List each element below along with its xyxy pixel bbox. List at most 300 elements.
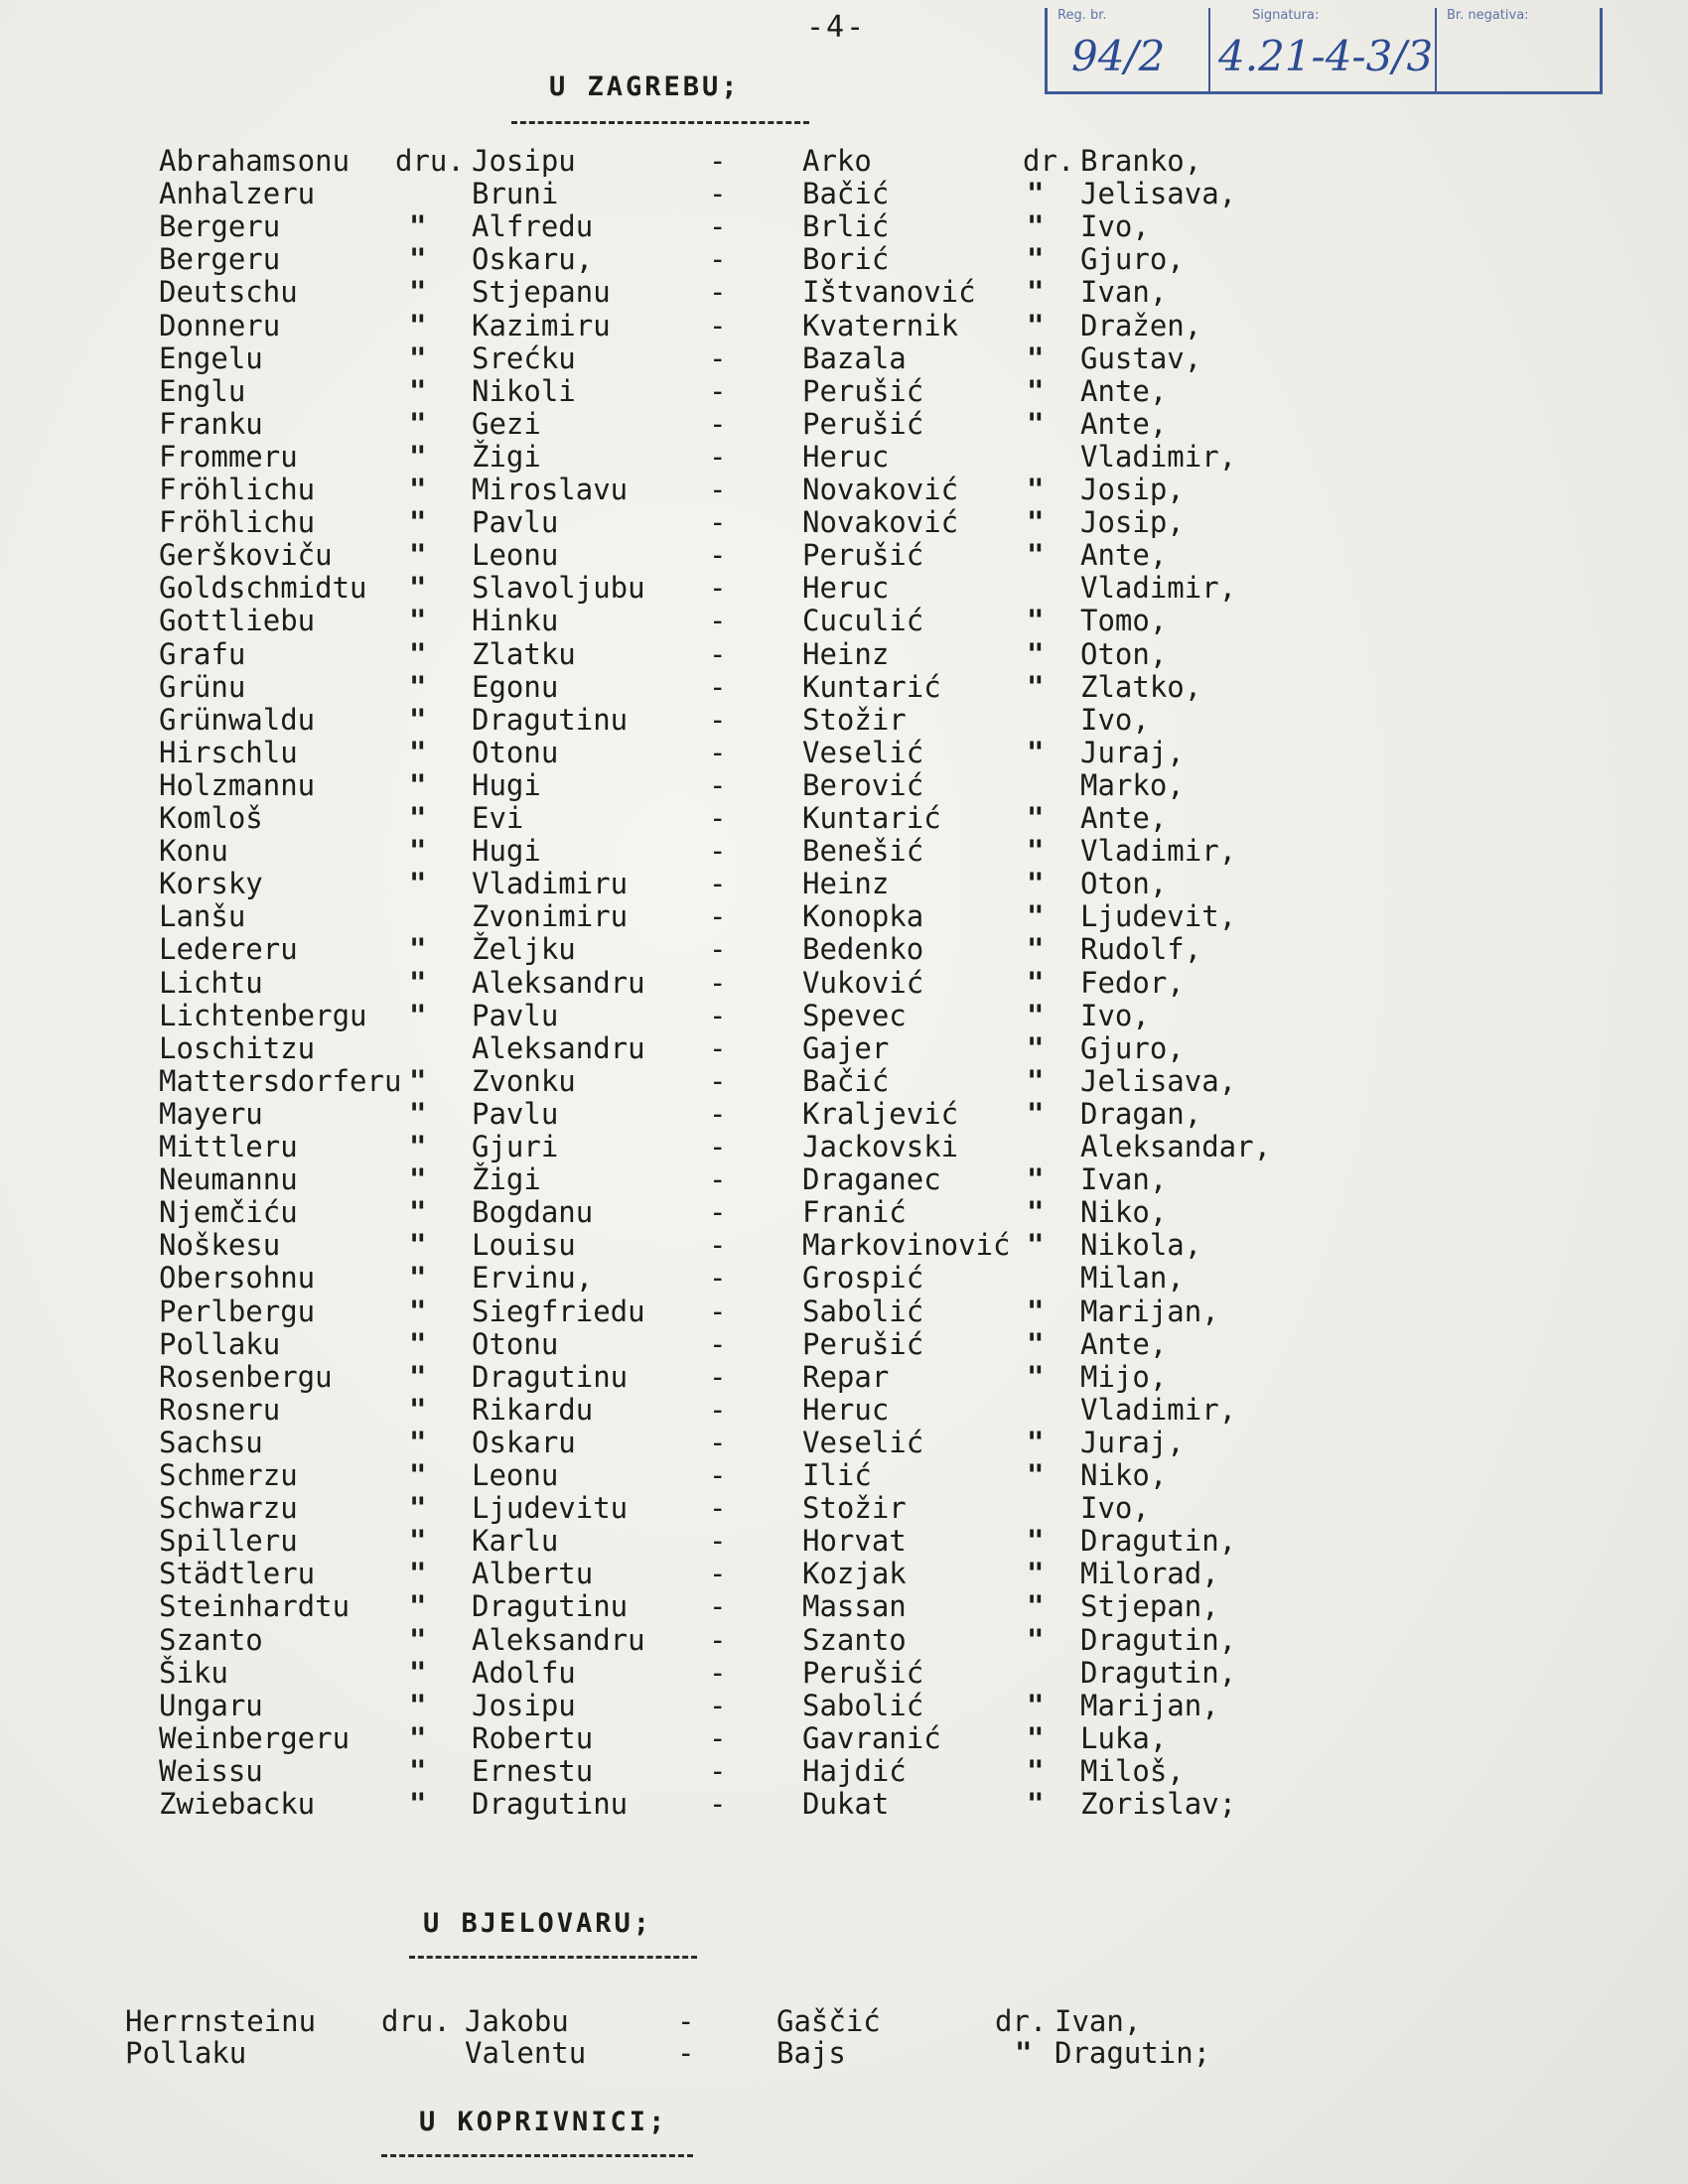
title: dru. <box>381 2004 451 2038</box>
given-name-2: Jelisava, <box>1080 1063 1237 1098</box>
title-2: " <box>1027 1294 1045 1328</box>
section-heading-bjelovar: U BJELOVARU; <box>423 1908 653 1939</box>
surname: Weinbergeru <box>159 1720 351 1755</box>
title: " <box>409 538 427 573</box>
given-name-2: Milan, <box>1080 1261 1185 1296</box>
given-name: Siegfriedu <box>472 1294 645 1328</box>
dash: - <box>709 636 727 671</box>
surname: Goldschmidtu <box>159 571 367 606</box>
dash: - <box>709 932 727 967</box>
given-name: Aleksandru <box>472 1030 645 1065</box>
given-name-2: Aleksandar, <box>1080 1130 1272 1163</box>
dash: - <box>709 1622 727 1657</box>
surname: Lanšu <box>159 899 246 934</box>
surname: Pollaku <box>159 1326 281 1361</box>
given-name-2: Ivo, <box>1080 209 1150 244</box>
given-name-2: Gjuro, <box>1080 1030 1185 1065</box>
given-name-2: Ivan, <box>1055 2004 1142 2038</box>
list-item <box>0 505 1688 539</box>
given-name: Dragutinu <box>472 1589 629 1624</box>
surname: Engelu <box>159 341 263 375</box>
surname: Frommeru <box>159 439 298 474</box>
list-item <box>0 275 1688 309</box>
given-name-2: Dragutin, <box>1080 1622 1237 1657</box>
surname: Weissu <box>159 1753 263 1788</box>
list-item <box>0 1656 1688 1690</box>
surname-2: Heinz <box>802 867 890 901</box>
surname-2: Sabolić <box>802 1688 924 1722</box>
dash: - <box>709 1491 727 1526</box>
title-2: " <box>1027 735 1045 769</box>
list-item <box>0 1754 1688 1788</box>
section-heading-koprivnica: U KOPRIVNICI; <box>419 2107 668 2137</box>
title-2: " <box>1027 1030 1045 1065</box>
title-2: dr. <box>995 2004 1048 2038</box>
title-2: " <box>1027 834 1045 869</box>
list-item <box>0 834 1688 868</box>
dash: - <box>709 1130 727 1163</box>
given-name: Dragutinu <box>472 702 629 737</box>
dash: - <box>709 867 727 901</box>
title: " <box>409 1787 427 1821</box>
given-name-2: Juraj, <box>1080 1425 1185 1459</box>
surname: Zwiebacku <box>159 1787 316 1821</box>
given-name-2: Mijo, <box>1080 1359 1168 1394</box>
archive-stamp <box>1045 8 1603 94</box>
surname-2: Bedenko <box>802 932 924 967</box>
surname-2: Kvaternik <box>802 308 959 342</box>
given-name: Gezi <box>472 406 541 441</box>
given-name: Bogdanu <box>472 1195 594 1230</box>
surname: Ledereru <box>159 932 298 967</box>
title: " <box>409 571 427 606</box>
given-name-2: Ante, <box>1080 406 1168 441</box>
dash: - <box>709 1162 727 1197</box>
given-name-2: Juraj, <box>1080 735 1185 769</box>
surname-2: Heruc <box>802 439 890 474</box>
surname-2: Horvat <box>802 1524 907 1559</box>
dash: - <box>677 2036 695 2070</box>
title-2: " <box>1027 1753 1045 1788</box>
given-name: Ervinu, <box>472 1261 594 1296</box>
given-name-2: Milorad, <box>1080 1557 1219 1591</box>
surname-2: Kuntarić <box>802 669 941 704</box>
given-name: Zvonimiru <box>472 899 629 934</box>
title: " <box>409 505 427 540</box>
title-2: " <box>1027 636 1045 671</box>
title: " <box>409 1294 427 1328</box>
title: " <box>409 1622 427 1657</box>
list-item <box>0 1228 1688 1262</box>
surname-2: Cuculić <box>802 604 924 638</box>
stamp-divider <box>1435 8 1437 91</box>
surname-2: Brlić <box>802 209 890 244</box>
list-item <box>0 1623 1688 1657</box>
given-name-2: Dragutin, <box>1080 1655 1237 1690</box>
title-2: " <box>1027 1063 1045 1098</box>
given-name-2: Oton, <box>1080 867 1168 901</box>
dash: - <box>709 801 727 835</box>
surname: Holzmannu <box>159 767 316 802</box>
title: " <box>409 801 427 835</box>
given-name-2: Nikola, <box>1080 1228 1202 1263</box>
surname-2: Heinz <box>802 636 890 671</box>
surname: Mattersdorferu <box>159 1063 402 1098</box>
given-name: Nikoli <box>472 373 576 408</box>
title: " <box>409 275 427 310</box>
dash: - <box>709 702 727 737</box>
title: " <box>409 1557 427 1591</box>
surname-2: Bačić <box>802 1063 890 1098</box>
surname: Schwarzu <box>159 1491 298 1526</box>
list-item <box>0 538 1688 572</box>
surname: Fröhlichu <box>159 505 316 540</box>
surname: Komloš <box>159 801 263 835</box>
dash: - <box>709 1063 727 1098</box>
list-item <box>0 144 1688 178</box>
surname-2: Stožir <box>802 702 907 737</box>
given-name: Žigi <box>472 1162 541 1197</box>
surname: Herrnsteinu <box>125 2004 317 2038</box>
title: " <box>409 965 427 1000</box>
dash: - <box>709 571 727 606</box>
stamp-label-negative: Br. negativa: <box>1447 8 1529 23</box>
heading-underline <box>409 1956 697 1959</box>
surname: Grafu <box>159 636 246 671</box>
title: dru. <box>395 144 465 178</box>
title: " <box>409 1195 427 1230</box>
title: " <box>409 1063 427 1098</box>
page-number: -4- <box>806 10 867 45</box>
given-name: Kazimiru <box>472 308 611 342</box>
list-item <box>0 1721 1688 1755</box>
surname: Englu <box>159 373 246 408</box>
surname-2: Gavranić <box>802 1720 941 1755</box>
title-2: " <box>1027 538 1045 573</box>
dash: - <box>709 473 727 506</box>
list-item <box>0 209 1688 243</box>
dash: - <box>709 1096 727 1131</box>
given-name: Otonu <box>472 1326 559 1361</box>
list-item <box>0 932 1688 966</box>
title: " <box>409 1261 427 1296</box>
given-name-2: Ante, <box>1080 801 1168 835</box>
given-name: Leonu <box>472 1458 559 1492</box>
dash: - <box>709 1392 727 1427</box>
section-heading-zagreb: U ZAGREBU; <box>549 71 741 102</box>
given-name-2: Marijan, <box>1080 1294 1219 1328</box>
surname-2: Bačić <box>802 177 890 211</box>
title-2: " <box>1027 932 1045 967</box>
surname: Hirschlu <box>159 735 298 769</box>
dash: - <box>709 965 727 1000</box>
given-name-2: Gustav, <box>1080 341 1202 375</box>
given-name: Pavlu <box>472 1096 559 1131</box>
dash: - <box>709 1787 727 1821</box>
given-name: Ljudevitu <box>472 1491 629 1526</box>
given-name-2: Ante, <box>1080 373 1168 408</box>
dash: - <box>709 341 727 375</box>
surname: Rosenbergu <box>159 1359 333 1394</box>
surname: Deutschu <box>159 275 298 310</box>
dash: - <box>709 505 727 540</box>
dash: - <box>709 1228 727 1263</box>
surname: Noškesu <box>159 1228 281 1263</box>
title: " <box>409 1589 427 1624</box>
dash: - <box>709 406 727 441</box>
title-2: " <box>1027 209 1045 244</box>
surname-2: Ilić <box>802 1458 872 1492</box>
given-name-2: Rudolf, <box>1080 932 1202 967</box>
title: " <box>409 439 427 474</box>
given-name-2: Niko, <box>1080 1458 1168 1492</box>
list-item <box>0 1524 1688 1558</box>
title-2: " <box>1027 669 1045 704</box>
list-item <box>0 768 1688 802</box>
title-2: " <box>1027 473 1045 506</box>
given-name-2: Branko, <box>1080 144 1202 178</box>
given-name: Robertu <box>472 1720 594 1755</box>
title-2: " <box>1027 1228 1045 1263</box>
surname-2: Ištvanović <box>802 275 976 310</box>
title-2: " <box>1027 1359 1045 1394</box>
stamp-label-reg: Reg. br. <box>1057 8 1107 23</box>
given-name: Srećku <box>472 341 576 375</box>
list-item <box>0 1426 1688 1459</box>
dash: - <box>709 604 727 638</box>
given-name-2: Josip, <box>1080 505 1185 540</box>
list-item <box>0 571 1688 605</box>
surname-2: Massan <box>802 1589 907 1624</box>
given-name-2: Vladimir, <box>1080 571 1237 606</box>
title: " <box>409 373 427 408</box>
title: " <box>409 636 427 671</box>
given-name-2: Ivo, <box>1080 1491 1150 1526</box>
given-name-2: Zorislav; <box>1080 1787 1237 1821</box>
given-name: Evi <box>472 801 524 835</box>
surname-2: Stožir <box>802 1491 907 1526</box>
surname-2: Franić <box>802 1195 907 1230</box>
given-name-2: Stjepan, <box>1080 1589 1219 1624</box>
given-name: Zvonku <box>472 1063 576 1098</box>
title-2: " <box>1027 505 1045 540</box>
given-name: Dragutinu <box>472 1359 629 1394</box>
list-item <box>0 1064 1688 1098</box>
list-item <box>0 1557 1688 1590</box>
list-item <box>0 2036 1688 2070</box>
title-2: " <box>1027 867 1045 901</box>
surname: Pollaku <box>125 2036 247 2070</box>
title: " <box>409 1326 427 1361</box>
list-item <box>0 374 1688 408</box>
surname-2: Perušić <box>802 538 924 573</box>
surname-2: Borić <box>802 242 890 277</box>
list-item <box>0 670 1688 704</box>
list-item <box>0 637 1688 671</box>
list-item <box>0 1162 1688 1196</box>
surname-2: Hajdić <box>802 1753 907 1788</box>
title: " <box>409 473 427 506</box>
given-name: Jakobu <box>465 2004 569 2038</box>
stamp-signature-value: 4.21-4-3/3 <box>1218 32 1434 80</box>
given-name-2: Ljudevit, <box>1080 899 1237 934</box>
title: " <box>409 1096 427 1131</box>
dash: - <box>709 144 727 178</box>
list-item <box>0 801 1688 835</box>
surname: Mayeru <box>159 1096 263 1131</box>
list-item <box>0 966 1688 1000</box>
given-name: Josipu <box>472 144 576 178</box>
given-name-2: Marko, <box>1080 767 1185 802</box>
surname: Gottliebu <box>159 604 316 638</box>
list-item <box>0 1031 1688 1065</box>
title-2: " <box>1027 1096 1045 1131</box>
title: " <box>409 1228 427 1263</box>
dash: - <box>709 669 727 704</box>
stamp-divider <box>1208 8 1210 91</box>
surname-2: Kuntarić <box>802 801 941 835</box>
surname-2: Szanto <box>802 1622 907 1657</box>
dash: - <box>709 998 727 1032</box>
surname-2: Gajer <box>802 1030 890 1065</box>
surname-2: Sabolić <box>802 1294 924 1328</box>
list-item <box>0 407 1688 441</box>
surname-2: Gaščić <box>776 2004 881 2038</box>
list-item <box>0 1195 1688 1229</box>
title: " <box>409 1720 427 1755</box>
dash: - <box>709 1359 727 1394</box>
surname-2: Arko <box>802 144 872 178</box>
surname: Schmerzu <box>159 1458 298 1492</box>
given-name: Hugi <box>472 834 541 869</box>
given-name: Josipu <box>472 1688 576 1722</box>
title: " <box>409 702 427 737</box>
surname-2: Jackovski <box>802 1130 959 1163</box>
list-item <box>0 1261 1688 1295</box>
list-item <box>0 473 1688 506</box>
given-name-2: Oton, <box>1080 636 1168 671</box>
given-name-2: Dragan, <box>1080 1096 1202 1131</box>
surname-2: Perušić <box>802 406 924 441</box>
surname: Grünu <box>159 669 246 704</box>
title: " <box>409 341 427 375</box>
heading-underline <box>381 2154 693 2157</box>
surname: Neumannu <box>159 1162 298 1197</box>
title: " <box>409 767 427 802</box>
dash: - <box>709 308 727 342</box>
dash: - <box>709 209 727 244</box>
given-name: Bruni <box>472 177 559 211</box>
list-item <box>0 1393 1688 1427</box>
list-item <box>0 177 1688 210</box>
title-2: " <box>1027 406 1045 441</box>
list-item <box>0 1130 1688 1163</box>
list-item <box>0 242 1688 276</box>
given-name-2: Niko, <box>1080 1195 1168 1230</box>
list-item <box>0 999 1688 1032</box>
title: " <box>409 1491 427 1526</box>
title: " <box>409 1688 427 1722</box>
surname: Loschitzu <box>159 1030 316 1065</box>
dash: - <box>709 1294 727 1328</box>
surname-2: Benešić <box>802 834 924 869</box>
given-name: Aleksandru <box>472 965 645 1000</box>
title-2: " <box>1027 1589 1045 1624</box>
surname-2: Grospić <box>802 1261 924 1296</box>
dash: - <box>709 1326 727 1361</box>
title: " <box>409 735 427 769</box>
dash: - <box>709 1195 727 1230</box>
title: " <box>409 209 427 244</box>
dash: - <box>709 1589 727 1624</box>
list-item <box>0 1295 1688 1328</box>
given-name-2: Vladimir, <box>1080 1392 1237 1427</box>
given-name-2: Jelisava, <box>1080 177 1237 211</box>
given-name: Gjuri <box>472 1130 559 1163</box>
surname-2: Heruc <box>802 571 890 606</box>
surname: Franku <box>159 406 263 441</box>
list-item <box>0 440 1688 474</box>
given-name-2: Josip, <box>1080 473 1185 506</box>
title-2: " <box>1027 1425 1045 1459</box>
given-name: Žigi <box>472 439 541 474</box>
surname-2: Heruc <box>802 1392 890 1427</box>
dash: - <box>709 1720 727 1755</box>
surname-2: Berović <box>802 767 924 802</box>
surname: Szanto <box>159 1622 263 1657</box>
surname: Rosneru <box>159 1392 281 1427</box>
title-2: " <box>1027 177 1045 211</box>
dash: - <box>709 439 727 474</box>
surname: Fröhlichu <box>159 473 316 506</box>
title-2: " <box>1027 1524 1045 1559</box>
surname-2: Vuković <box>802 965 924 1000</box>
surname-2: Bajs <box>776 2036 846 2070</box>
surname: Sachsu <box>159 1425 263 1459</box>
title: " <box>409 1392 427 1427</box>
surname-2: Perušić <box>802 1326 924 1361</box>
given-name-2: Dragutin, <box>1080 1524 1237 1559</box>
given-name-2: Ivan, <box>1080 275 1168 310</box>
list-item <box>0 309 1688 342</box>
title-2: " <box>1027 1162 1045 1197</box>
given-name-2: Gjuro, <box>1080 242 1185 277</box>
given-name: Leonu <box>472 538 559 573</box>
surname: Perlbergu <box>159 1294 316 1328</box>
surname: Steinhardtu <box>159 1589 351 1624</box>
stamp-label-signature: Signatura: <box>1252 8 1320 23</box>
dash: - <box>709 1655 727 1690</box>
given-name-2: Miloš, <box>1080 1753 1185 1788</box>
surname: Bergeru <box>159 209 281 244</box>
surname-2: Veselić <box>802 1425 924 1459</box>
title-2: " <box>1027 1688 1045 1722</box>
given-name: Adolfu <box>472 1655 576 1690</box>
dash: - <box>709 1261 727 1296</box>
dash: - <box>709 834 727 869</box>
title: " <box>409 1359 427 1394</box>
stamp-reg-number: 94/2 <box>1071 32 1166 80</box>
dash: - <box>709 1458 727 1492</box>
list-item <box>0 867 1688 900</box>
dash: - <box>709 1557 727 1591</box>
given-name-2: Vladimir, <box>1080 834 1237 869</box>
given-name: Dragutinu <box>472 1787 629 1821</box>
title-2: " <box>1027 1557 1045 1591</box>
title-2: " <box>1027 242 1045 277</box>
given-name: Stjepanu <box>472 275 611 310</box>
title: " <box>409 406 427 441</box>
